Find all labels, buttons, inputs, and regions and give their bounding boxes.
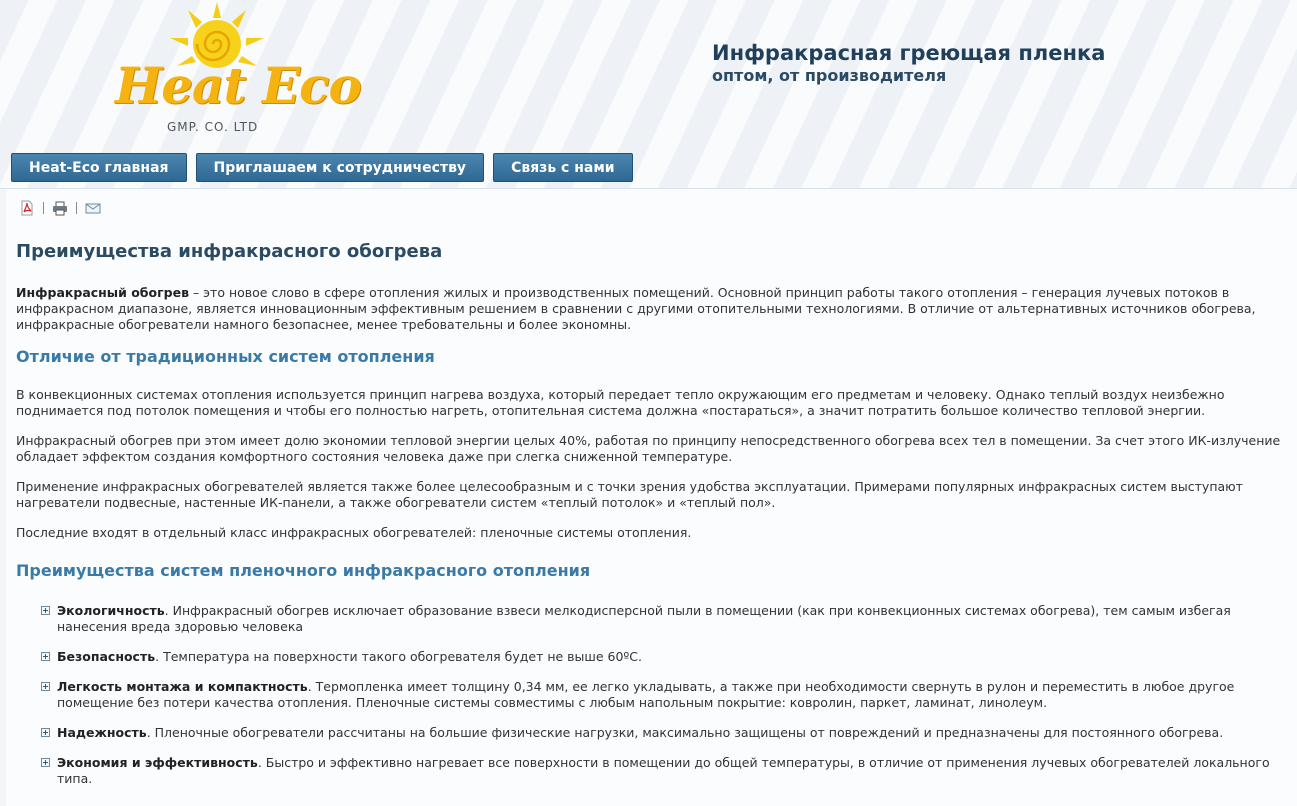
toolbar-separator — [76, 202, 77, 214]
advantages-list — [16, 603, 1286, 787]
plus-box-icon — [41, 652, 50, 661]
list-item-text: . Инфракрасный обогрев исключает образование взвеси мелкодисперсной пыли в помещении (как при конвекционных системах обогрева), тем самым избегая нанесения вреда здоровью человека — [57, 603, 1231, 634]
paragraph-convection: В конвекционных системах отопления используется принцип нагрева воздуха, который передает тепло окружающим его предметам и человеку. Однако теплый воздух неизбежно поднимается под потолок помещения и чтобы его полностью нагреть, отопительная система должна «постараться», а значит потратить большое количество тепловой энергии. — [16, 387, 1225, 418]
nav-home-button[interactable]: Heat-Eco главная — [11, 153, 187, 182]
list-item-text: . Термопленка имеет толщину 0,34 мм, ее легко укладывать, а также при необходимости свернуть в рулон и переместить в любое другое помещение без потери качества отопления. Пленочные системы совместимы с любым напольным покрытие: ковролин, паркет, ламинат, линолеум. — [57, 679, 1235, 710]
logo-wordmark: Heat Eco — [115, 56, 361, 115]
list-item-text: . Температура на поверхности такого обогревателя будет не выше 60ºС. — [155, 649, 642, 664]
nav-contact-button[interactable]: Связь с нами — [493, 153, 633, 182]
list-item-bold: Экономия и эффективность — [57, 755, 258, 770]
print-icon[interactable] — [52, 200, 68, 216]
section-heading-traditional: Отличие от традиционных систем отопления — [16, 347, 435, 366]
plus-box-icon — [41, 728, 50, 737]
article-title: Преимущества инфракрасного обогрева — [16, 241, 443, 262]
list-item — [41, 603, 1286, 635]
logo-subtitle: GMP. CO. LTD — [167, 120, 259, 134]
toolbar-separator — [43, 202, 44, 214]
nav-cooperation-button[interactable]: Приглашаем к сотрудничеству — [196, 153, 485, 182]
main-content — [6, 189, 1297, 806]
intro-paragraph — [16, 285, 1286, 333]
intro-bold: Инфракрасный обогрев — [16, 285, 189, 300]
paragraph-economy: Инфракрасный обогрев при этом имеет долю экономии тепловой энергии целых 40%, работая по принципу непосредственного обогрева всех тел в помещении. За счет этого ИК-излучение обладает эффектом создания комфортного состояния человека даже при слегка сниженной температуре. — [16, 433, 1281, 464]
slogan-line-1: Инфракрасная греющая пленка — [712, 41, 1106, 65]
header-slogan — [712, 40, 1105, 86]
list-item-text: . Пленочные обогреватели рассчитаны на большие физические нагрузки, максимально защищены от повреждений и предназначены для постоянного обогрева. — [146, 725, 1224, 740]
article-toolbar — [19, 200, 101, 216]
list-item — [41, 725, 1286, 741]
pdf-icon[interactable] — [19, 200, 35, 216]
list-item-bold: Экологичность — [57, 603, 165, 618]
email-icon[interactable] — [85, 200, 101, 216]
plus-box-icon — [41, 758, 50, 767]
list-item-bold: Безопасность — [57, 649, 156, 664]
slogan-line-2: оптом, от производителя — [712, 66, 947, 85]
paragraph-film-class: Последние входят в отдельный класс инфракрасных обогревателей: пленочные системы отопления. — [16, 525, 692, 540]
intro-text: – это новое слово в сфере отопления жилых и производственных помещений. Основной принцип работы такого отопления – генерация лучевых потоков в инфракрасном диапазоне, является инновационным эффективным решением в сравнении с другими отопительными технологиями. В отличие от альтернативных источников обогрева, инфракрасные обогреватели намного безопаснее, менее требовательны и более экономны. — [16, 285, 1256, 332]
plus-box-icon — [41, 606, 50, 615]
plus-box-icon — [41, 682, 50, 691]
list-item-text: . Быстро и эффективно нагревает все поверхности в помещении до общей температуры, в отличие от применения лучевых обогревателей локального типа. — [57, 755, 1270, 786]
article — [16, 241, 1286, 801]
section-heading-advantages: Преимущества систем пленочного инфракрасного отопления — [16, 561, 591, 580]
list-item-bold: Надежность — [57, 725, 147, 740]
list-item — [41, 755, 1286, 787]
list-item — [41, 679, 1286, 711]
list-item — [41, 649, 1286, 665]
heat-eco-logo[interactable] — [110, 0, 361, 140]
paragraph-usage: Применение инфракрасных обогревателей является также более целесообразным и с точки зрения удобства эксплуатации. Примерами популярных инфракрасных систем выступают нагреватели подвесные, настенные ИК-панели, а также обогреватели систем «теплый потолок» и «теплый пол». — [16, 479, 1243, 510]
main-nav — [11, 153, 633, 182]
list-item-bold: Легкость монтажа и компактность — [57, 679, 308, 694]
site-header — [0, 0, 1297, 189]
